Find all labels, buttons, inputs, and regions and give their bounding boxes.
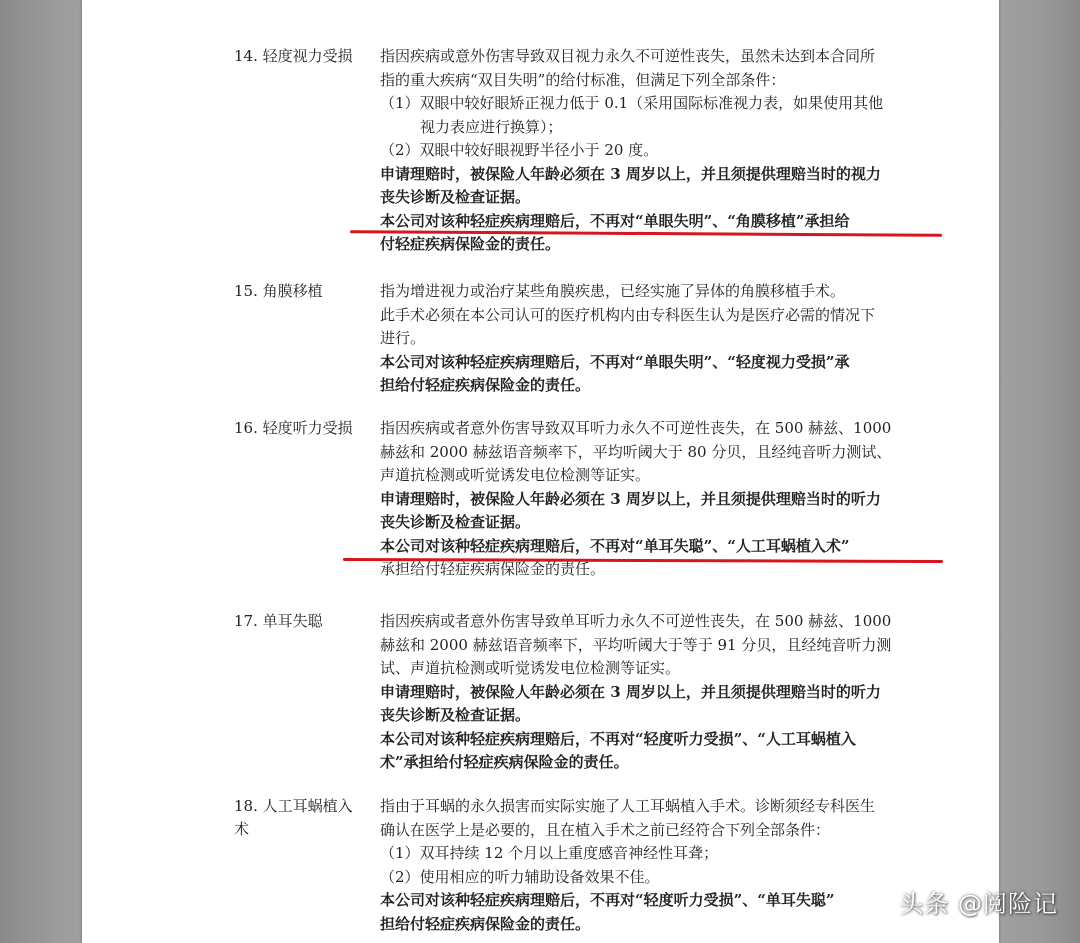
clause-line: （1）双耳持续 12 个月以上重度感音神经性耳聋； — [380, 844, 719, 862]
clause-17-title: 17. 单耳失聪 — [234, 612, 323, 630]
clause-line: 声道抗检测或听觉诱发电位检测等证实。 — [380, 466, 651, 484]
clause-line: 术”承担给付轻症疾病保险金的责任。 — [380, 753, 629, 771]
clause-line: 指因疾病或意外伤害导致双目视力永久不可逆性丧失，虽然未达到本合同所 — [380, 47, 876, 65]
clause-line: （2）使用相应的听力辅助设备效果不佳。 — [380, 867, 660, 886]
clause-line: 赫兹和 2000 赫兹语音频率下，平均听阈大于 80 分贝，且经纯音听力测试、 — [380, 442, 892, 461]
clause-18-title-line2: 术 — [234, 820, 250, 838]
clause-line: 丧失诊断及检查证据。 — [380, 188, 531, 206]
clause-16-title: 16. 轻度听力受损 — [234, 419, 353, 437]
clause-line: 赫兹和 2000 赫兹语音频率下，平均听阈大于等于 91 分贝，且经纯音听力测 — [380, 635, 892, 654]
clause-line: 指为增进视力或治疗某些角膜疾患，已经实施了异体的角膜移植手术。 — [380, 282, 846, 300]
clause-15-body — [380, 280, 925, 398]
clause-line: 本公司对该种轻症疾病理赔后，不再对“单眼失明”、“角膜移植”承担给 — [380, 211, 850, 230]
clause-line: 指的重大疾病“双目失明”的给付标准，但满足下列全部条件： — [380, 70, 786, 89]
clause-line: 确认在医学上是必要的，且在植入手术之前已经符合下列全部条件： — [380, 820, 831, 839]
clause-line: 申请理赔时，被保险人年龄必须在 3 周岁以上，并且须提供理赔当时的听力 — [380, 489, 881, 508]
clause-18-title — [234, 795, 364, 841]
clause-line: 申请理赔时，被保险人年龄必须在 3 周岁以上，并且须提供理赔当时的听力 — [380, 682, 881, 701]
clause-line: 此手术必须在本公司认可的医疗机构内由专科医生认为是医疗必需的情况下 — [380, 305, 876, 324]
clause-line: 指因疾病或者意外伤害导致双耳听力永久不可逆性丧失，在 500 赫兹、1000 — [380, 419, 892, 437]
clause-line: 进行。 — [380, 329, 426, 347]
clause-line: 申请理赔时，被保险人年龄必须在 3 周岁以上，并且须提供理赔当时的视力 — [380, 164, 881, 183]
clause-line: 付轻症疾病保险金的责任。 — [380, 235, 561, 253]
clause-line: 丧失诊断及检查证据。 — [380, 513, 531, 531]
watermark-label: 头条 @阅险记 — [899, 890, 1058, 918]
clause-14-body — [380, 45, 925, 257]
clause-18-title-line1: 18. 人工耳蜗植入 — [234, 797, 353, 815]
clause-line: 视力表应进行换算）； — [420, 117, 563, 136]
clause-line: 承担给付轻症疾病保险金的责任。 — [380, 560, 606, 578]
clause-line: 指因疾病或者意外伤害导致单耳听力永久不可逆性丧失，在 500 赫兹、1000 — [380, 612, 892, 630]
clause-line: 担给付轻症疾病保险金的责任。 — [380, 376, 591, 394]
document-page[interactable] — [82, 0, 999, 943]
clause-line: 试、声道抗检测或听觉诱发电位检测等证实。 — [380, 659, 681, 677]
clause-18-body — [380, 795, 925, 936]
clause-line: 本公司对该种轻症疾病理赔后，不再对“轻度听力受损”、“单耳失聪” — [380, 891, 835, 909]
clause-17-body — [380, 610, 925, 775]
clause-14-title: 14. 轻度视力受损 — [234, 47, 353, 65]
clause-line: 担给付轻症疾病保险金的责任。 — [380, 914, 591, 933]
clause-line: 本公司对该种轻症疾病理赔后，不再对“单眼失明”、“轻度视力受损”承 — [380, 352, 850, 371]
clause-line: （1）双眼中较好眼矫正视力低于 0.1（采用国际标准视力表，如果使用其他 — [380, 94, 884, 112]
clause-15-title: 15. 角膜移植 — [234, 282, 323, 300]
clause-line: 指由于耳蜗的永久损害而实际实施了人工耳蜗植入手术。诊断须经专科医生 — [380, 797, 876, 815]
clause-line: （2）双眼中较好眼视野半径小于 20 度。 — [380, 141, 659, 159]
clause-line: 本公司对该种轻症疾病理赔后，不再对“单耳失聪”、“人工耳蜗植入术” — [380, 536, 850, 555]
clause-line: 本公司对该种轻症疾病理赔后，不再对“轻度听力受损”、“人工耳蜗植入 — [380, 729, 856, 748]
clause-16-body — [380, 417, 925, 582]
clause-line: 丧失诊断及检查证据。 — [380, 706, 531, 724]
